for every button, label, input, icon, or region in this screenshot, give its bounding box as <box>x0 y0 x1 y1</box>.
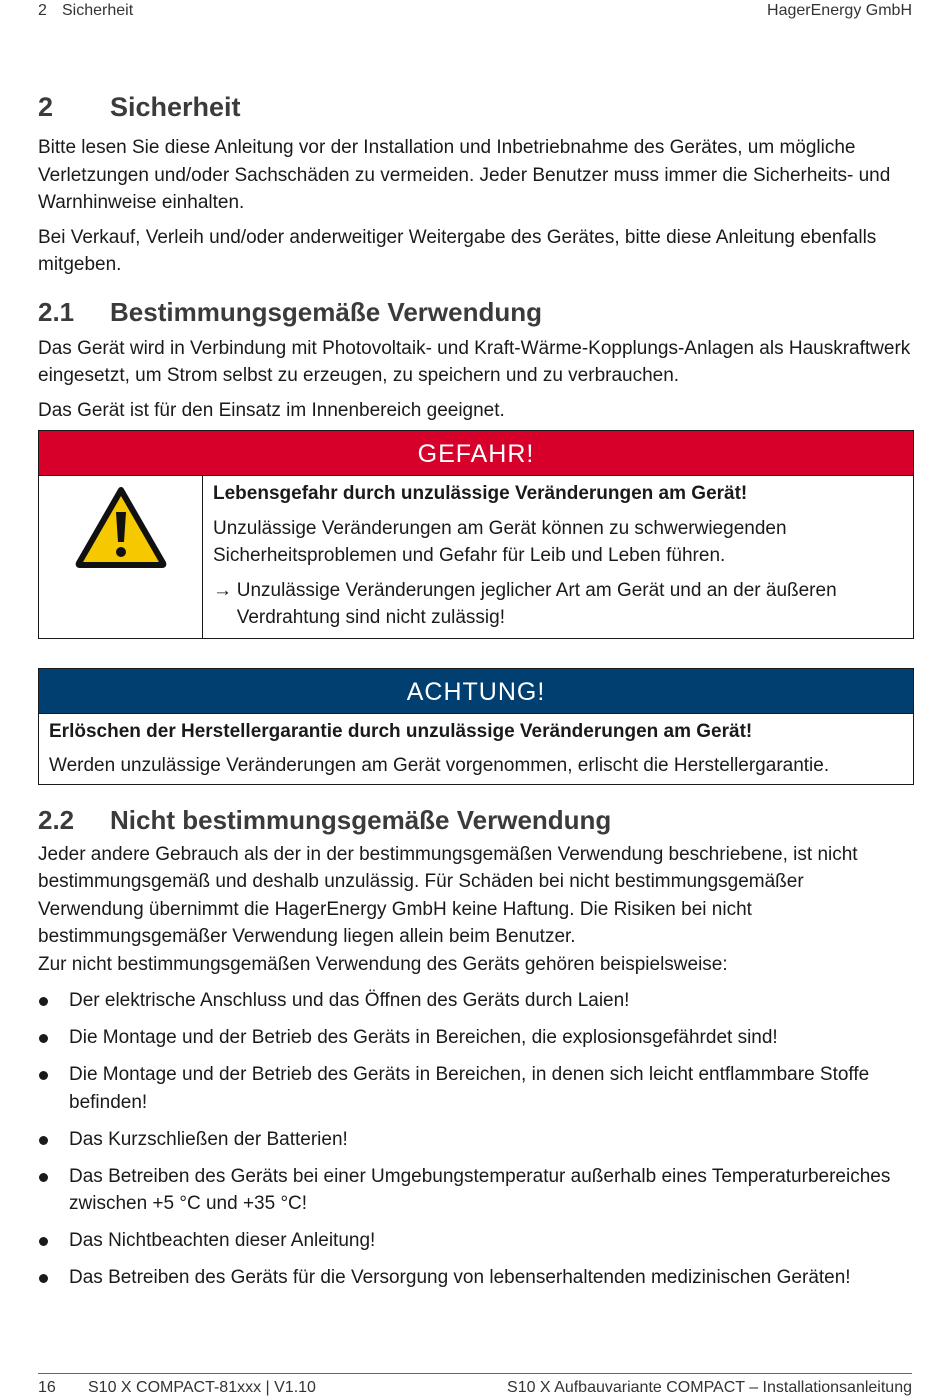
bullet-icon <box>39 997 48 1006</box>
page-header <box>38 2 912 24</box>
section-2-1-paragraph: Das Gerät ist für den Einsatz im Innenbereich geeignet. <box>38 399 505 421</box>
danger-action-text: Unzulässige Veränderungen jeglicher Art am Gerät und an der äußeren Verdrahtung sind nicht zulässig! <box>236 579 837 628</box>
danger-action <box>213 577 905 632</box>
misuse-list <box>38 987 914 1292</box>
notice-box <box>38 668 914 785</box>
section-2-1-heading <box>38 293 914 331</box>
footer-page-number: 16 <box>38 1379 56 1396</box>
notice-title: Erlöschen der Herstellergarantie durch unzulässige Veränderungen am Gerät! <box>49 720 753 742</box>
footer-doc-title: S10 X Aufbauvariante COMPACT – Installationsanleitung <box>507 1379 912 1396</box>
bullet-icon <box>39 1136 48 1145</box>
list-item <box>38 1024 914 1052</box>
notice-body <box>39 714 913 784</box>
bullet-icon <box>39 1274 48 1283</box>
list-item-text: Das Betreiben des Geräts für die Versorgung von lebenserhaltenden medizinischen Geräten! <box>69 1267 851 1288</box>
section-title: Bestimmungsgemäße Verwendung <box>110 296 542 327</box>
list-item-text: Das Kurzschließen der Batterien! <box>69 1128 348 1150</box>
danger-body <box>39 476 913 638</box>
notice-description: Werden unzulässige Veränderungen am Gerät vorgenommen, erlischt die Herstellergarantie. <box>49 755 830 776</box>
section-2-2-paragraph: Jeder andere Gebrauch als der in der bestimmungsgemäßen Verwendung beschriebene, ist nicht bestimmungsgemäß und deshalb unzulässig. Für Schäden bei nicht bestimmungsgemäßer Verwendung übernimmt die HagerEnergy GmbH keine Haftung. Die Risiken bei nicht bestimmungsgemäßer Verwendung liegen allein beim Benutzer. <box>38 843 858 947</box>
danger-description: Unzulässige Veränderungen am Gerät können zu schwerwiegenden Sicherheitsproblemen und Gefahr für Leib und Leben führen. <box>213 517 787 566</box>
section-title: Sicherheit <box>110 92 241 122</box>
warning-triangle-icon <box>75 486 167 568</box>
footer-doc-id: S10 X COMPACT-81xxx | V1.10 <box>88 1379 316 1396</box>
section-2-2-heading <box>38 801 914 839</box>
bullet-icon <box>39 1173 48 1182</box>
footer-left <box>38 1379 316 1397</box>
list-item-text: Die Montage und der Betrieb des Geräts in Bereichen, die explosionsgefährdet sind! <box>69 1027 778 1048</box>
bullet-icon <box>39 1034 48 1043</box>
page-content <box>38 88 914 1301</box>
list-item <box>38 1227 914 1255</box>
notice-label: ACHTUNG! <box>39 669 913 714</box>
section-number: 2.2 <box>38 804 75 835</box>
header-chapter-number: 2 <box>38 2 47 19</box>
danger-box <box>38 430 914 639</box>
header-chapter-title: Sicherheit <box>62 2 134 19</box>
bullet-icon <box>39 1071 48 1080</box>
list-item <box>38 1264 914 1292</box>
danger-title: Lebensgefahr durch unzulässige Veränderungen am Gerät! <box>213 483 748 504</box>
danger-text <box>203 476 913 638</box>
list-item <box>38 1163 914 1218</box>
section-number: 2 <box>38 92 54 122</box>
section-2-paragraph: Bei Verkauf, Verleih und/oder anderweitiger Weitergabe des Gerätes, bitte diese Anleitung ebenfalls mitgeben. <box>38 226 877 275</box>
section-2-1-paragraph: Das Gerät wird in Verbindung mit Photovoltaik- und Kraft-Wärme-Kopplungs-Anlagen als Hauskraftwerk eingesetzt, um Strom selbst zu erzeugen, zu speichern und zu verbrauchen. <box>38 337 911 386</box>
section-title: Nicht bestimmungsgemäße Verwendung <box>110 804 612 835</box>
section-number: 2.1 <box>38 296 75 327</box>
list-item-text: Das Nichtbeachten dieser Anleitung! <box>69 1230 376 1251</box>
section-2-2-paragraph: Zur nicht bestimmungsgemäßen Verwendung des Geräts gehören beispielsweise: <box>38 953 728 975</box>
list-item <box>38 1061 914 1116</box>
danger-icon-cell <box>39 476 203 638</box>
arrow-right-icon: → <box>213 579 232 601</box>
page-footer <box>38 1373 912 1398</box>
bullet-icon <box>39 1237 48 1246</box>
header-chapter <box>38 2 133 20</box>
danger-label: GEFAHR! <box>39 431 913 476</box>
list-item-text: Die Montage und der Betrieb des Geräts in Bereichen, in denen sich leicht entflammbare Stoffe befinden! <box>69 1064 870 1113</box>
section-2-heading <box>38 88 914 126</box>
section-2-paragraph: Bitte lesen Sie diese Anleitung vor der Installation und Inbetriebnahme des Gerätes, um mögliche Verletzungen und/oder Sachschäden zu vermeiden. Jeder Benutzer muss immer die Sicherheits- und Warnhinweise einhalten. <box>38 137 891 213</box>
list-item-text: Der elektrische Anschluss und das Öffnen des Geräts durch Laien! <box>69 990 630 1011</box>
list-item <box>38 1126 914 1154</box>
list-item <box>38 987 914 1015</box>
list-item-text: Das Betreiben des Geräts bei einer Umgebungstemperatur außerhalb eines Temperaturbereiches zwischen +5 °C und +35 °C! <box>69 1165 891 1214</box>
header-company: HagerEnergy GmbH <box>767 2 912 19</box>
